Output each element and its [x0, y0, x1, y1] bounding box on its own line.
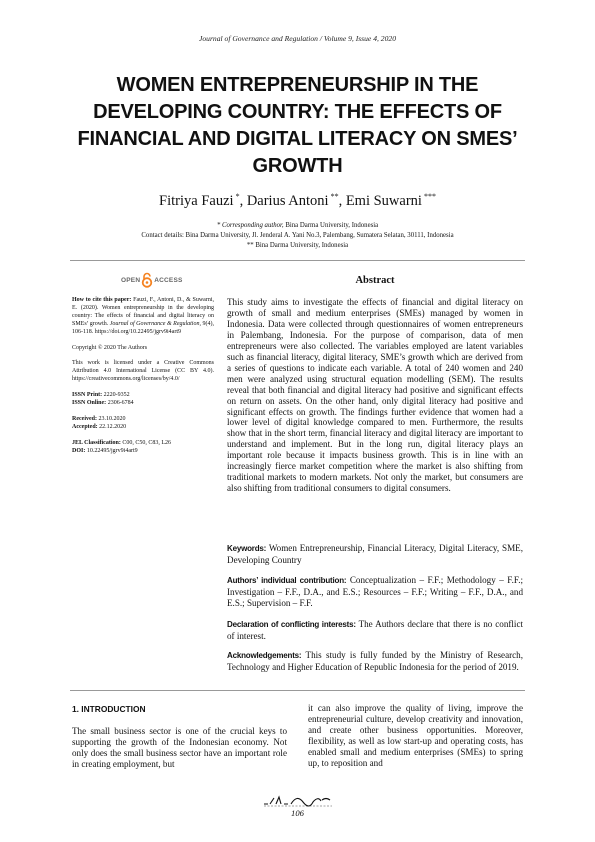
divider — [70, 260, 525, 261]
author-mark: ** — [330, 192, 339, 201]
author-list: Fitriya Fauzi *, Darius Antoni **, Emi Suwarni *** — [159, 192, 436, 209]
author-mark: *** — [423, 192, 436, 201]
abstract-heading: Abstract — [355, 275, 395, 286]
journal-header: Journal of Governance and Regulation / Volume 9, Issue 4, 2020 — [199, 34, 396, 43]
intro-right-column: it can also improve the quality of living, improve the entrepreneurial culture, develop creativity and innovation, and create other business opportunities. Moreover, flexibility, as well as low start-up and operating costs, has enabled small and medium enterprises (SMEs) to spring up, to reposition and — [308, 703, 523, 768]
intro-left-column: The small business sector is one of the crucial keys to supporting the growth of the Indonesian economy. Not only does the small business sector have an important role in creating employment, but — [72, 726, 287, 769]
affiliations — [0, 221, 595, 251]
publisher-logo-icon — [262, 792, 334, 808]
open-access-right: ACCESS — [154, 276, 183, 284]
author-name: Emi Suwarni — [345, 193, 422, 209]
open-lock-icon — [141, 272, 153, 288]
author-mark: * — [235, 192, 240, 201]
dates-block: Received: 23.10.2020 Accepted: 22.12.2020 — [72, 415, 127, 430]
article-info-sidebar — [72, 297, 214, 464]
second-affiliation: ** Bina Darma University, Indonesia — [246, 242, 349, 249]
author-contribution: Authors’ individual contribution: Conceptualization – F.F.; Methodology – F.F.; Investigation – F.F., D.A., and E.S.; Resources – F.F.; Writing – F.F., D.A., and E.S.; Supervision – F.F. — [227, 575, 523, 608]
paper-title: WOMEN ENTREPRENEURSHIP IN THE DEVELOPING COUNTRY: THE EFFECTS OF FINANCIAL AND DIGITAL LITERACY ON SMES’ GROWTH — [77, 74, 518, 177]
license: This work is licensed under a Creative Commons Attribution 4.0 International License (CC BY 4.0). https://creativecommons.org/licenses/by/4.0/ — [72, 360, 214, 383]
copyright: Copyright © 2020 The Authors — [72, 344, 148, 351]
open-access-logo — [121, 272, 183, 288]
contact-details: Contact details: Bina Darma University, Jl. Jenderal A. Yani No.3, Palembang, Sumatera Selatan, 30111, Indonesia — [141, 232, 454, 239]
keywords: Keywords: Women Entrepreneurship, Financial Literacy, Digital Literacy, SME, Developing Country — [227, 543, 523, 565]
citation-doi-link[interactable]: https://doi.org/10.22495/jgrv9i4art9 — [94, 328, 182, 335]
conflict-declaration: Declaration of conflicting interests: The Authors declare that there is no conflict of interest. — [227, 619, 524, 641]
page-number: 106 — [291, 808, 304, 818]
citation: How to cite this paper: Fauzi, F., Antoni, D., & Suwarni, E. (2020). Women entrepreneurship in the developing country: The effects of financial and digital literacy on SMEs’ growth. Journal of Governance & Regulation, 9(4), 106-118. https://doi.org/10.22495/jgrv9i4art9 — [72, 297, 214, 335]
section-heading: 1. INTRODUCTION — [72, 704, 146, 714]
issn-block: ISSN Print: 2220-9352 ISSN Online: 2306-6784 — [72, 392, 134, 407]
divider — [70, 690, 525, 691]
author-name: Darius Antoni — [246, 193, 329, 209]
author-name: Fitriya Fauzi — [159, 193, 234, 209]
jel-doi-block: JEL Classification: C00, C50, C83, L26 DOI: 10.22495/jgrv9i4art9 — [72, 439, 172, 454]
open-access-left: OPEN — [121, 276, 141, 284]
corresponding-author: * Corresponding author, Bina Darma University, Indonesia — [216, 222, 379, 229]
abstract-body: This study aims to investigate the effects of financial and digital literacy on growth of small and medium enterprises (SMEs) managed by women in Indonesia. Data were collected through questionnaires of women entrepreneurs in Palembang, Indonesia. For the purpose of comparison, data of men entrepreneurs were also collected. The variables employed are latent variables such as financial literacy, digital literacy, SME’s growth which are derived from a series of questions to indicate each variable. A total of 240 women and 240 men were analyzed using structural equation modelling (SEM). The results reveal that both financial and digital literacy had positive and significant effects on return on assets. On the other hand, only digital literacy had positive and significant effects on growth. The findings further evidence that women had a lower level of digital knowledge compared to men. Furthermore, the results show that in the short term, financial literacy and digital literacy are important to understand and implement. But in the long run, digital literacy plays an important role because it impacts business growth. This is in line with an increasingly fierce market competition where the market is also shifting from traditional markets to modern markets. Not only the market, but consumers are also shifting from traditional consumers to digital consumers. — [227, 297, 523, 494]
acknowledgements: Acknowledgements: This study is fully funded by the Ministry of Research, Technology and Higher Education of Republic Indonesia for the period of 2019. — [227, 650, 524, 672]
